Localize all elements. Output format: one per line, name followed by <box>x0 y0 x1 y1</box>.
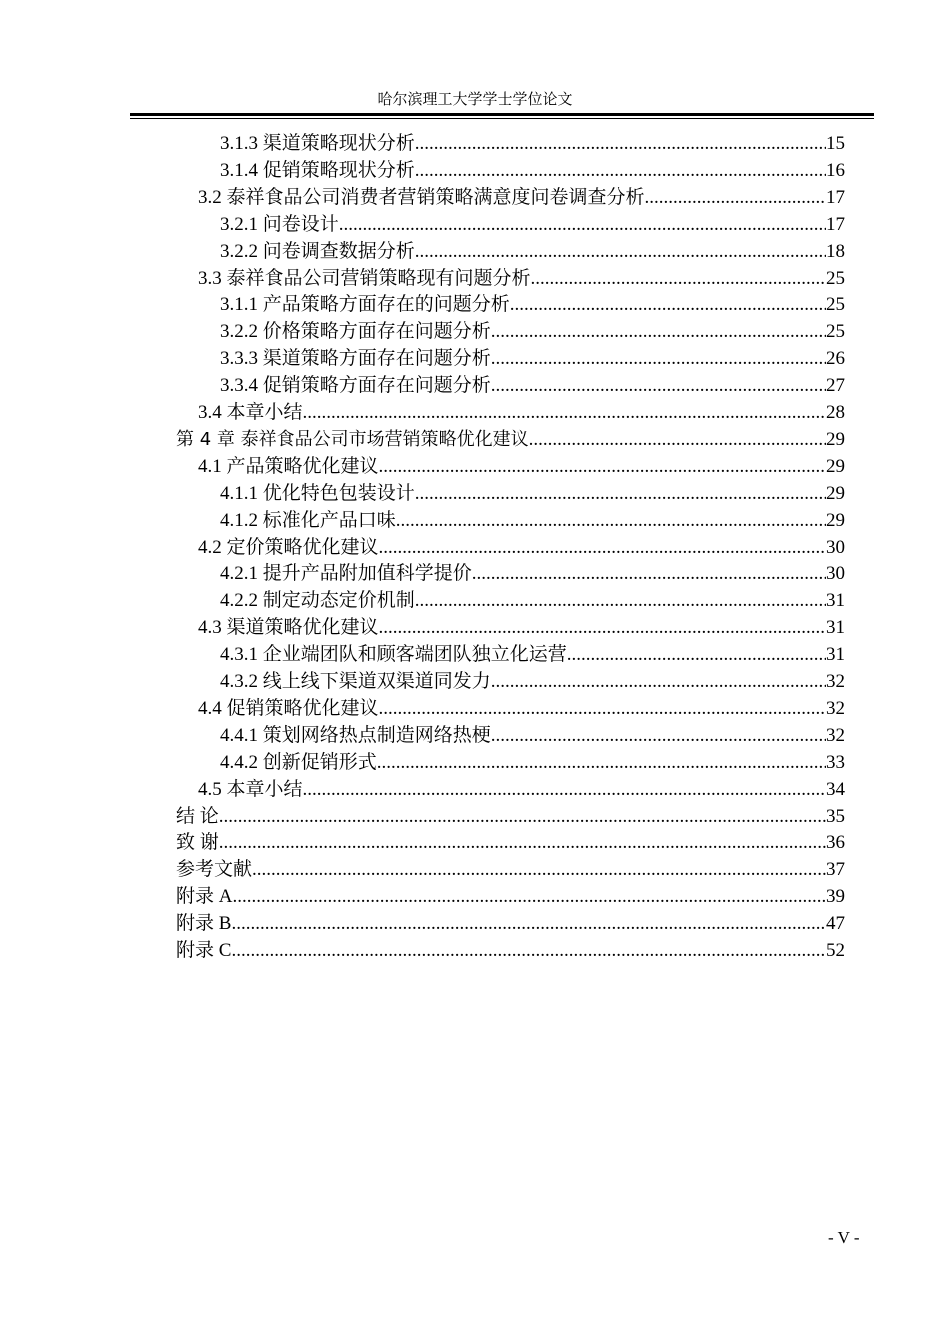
toc-entry[interactable] <box>176 938 845 964</box>
toc-dot-leader <box>415 131 826 157</box>
toc-entry-page: 26 <box>826 348 845 370</box>
toc-entry-page: 25 <box>826 321 845 343</box>
toc-entry[interactable] <box>198 266 845 292</box>
toc-entry-title: 3.2.2 问卷调查数据分析 <box>220 240 415 262</box>
toc-entry[interactable] <box>198 696 845 722</box>
toc-dot-leader <box>472 561 826 587</box>
toc-entry-page: 31 <box>826 644 845 666</box>
toc-dot-leader <box>491 723 826 749</box>
toc-dot-leader <box>491 346 826 372</box>
toc-entry-page: 17 <box>826 186 845 208</box>
toc-entry-title: 4.2 定价策略优化建议 <box>198 536 379 558</box>
toc-entry[interactable] <box>198 777 845 803</box>
toc-entry-title: 4.4.1 策划网络热点制造网络热梗 <box>220 724 491 746</box>
toc-dot-leader <box>491 319 826 345</box>
toc-entry[interactable] <box>220 319 845 345</box>
toc-entry-title: 4.4 促销策略优化建议 <box>198 697 379 719</box>
toc-entry[interactable] <box>176 884 845 910</box>
toc-entry-page: 36 <box>826 832 845 854</box>
toc-dot-leader <box>415 481 826 507</box>
toc-entry-title: 3.3.3 渠道策略方面存在问题分析 <box>220 348 491 370</box>
toc-entry-title: 致 谢 <box>176 832 219 854</box>
toc-dot-leader <box>303 400 826 426</box>
toc-entry-title: 3.3 泰祥食品公司营销策略现有问题分析 <box>198 267 531 289</box>
toc-entry-title: 3.3.4 促销策略方面存在问题分析 <box>220 375 491 397</box>
toc-entry[interactable] <box>176 830 845 856</box>
toc-entry[interactable] <box>220 131 845 157</box>
toc-entry[interactable] <box>220 373 845 399</box>
toc-dot-leader <box>529 427 826 453</box>
toc-dot-leader <box>415 588 826 614</box>
toc-entry-page: 32 <box>826 697 845 719</box>
toc-dot-leader <box>231 911 826 937</box>
toc-entry-title: 3.2.1 问卷设计 <box>220 213 339 235</box>
toc-entry-page: 17 <box>826 213 845 235</box>
toc-dot-leader <box>252 857 826 883</box>
toc-entry[interactable] <box>220 239 845 265</box>
toc-entry[interactable] <box>220 212 845 238</box>
toc-dot-leader <box>396 508 826 534</box>
toc-entry[interactable] <box>176 857 845 883</box>
header-rule-thin <box>130 118 874 119</box>
toc-entry-title: 4.3.2 线上线下渠道双渠道同发力 <box>220 671 491 692</box>
toc-entry-page: 32 <box>826 724 845 746</box>
header-rule-thick <box>130 113 874 116</box>
toc-entry[interactable] <box>220 561 845 587</box>
toc-entry[interactable] <box>198 185 845 211</box>
toc-dot-leader <box>415 239 826 265</box>
toc-entry-page: 39 <box>826 886 845 908</box>
toc-entry[interactable] <box>220 588 845 614</box>
toc-entry-title: 4.1 产品策略优化建议 <box>198 455 379 477</box>
toc-dot-leader <box>531 266 826 292</box>
toc-entry-title: 参考文献 <box>176 859 253 881</box>
toc-entry-page: 37 <box>826 859 845 881</box>
toc-dot-leader <box>232 884 826 910</box>
toc-entry-page: 30 <box>826 536 845 558</box>
toc-entry-page: 35 <box>826 805 845 827</box>
toc-entry-title: 3.1.4 促销策略现状分析 <box>220 159 415 181</box>
toc-entry-title: 4.3 渠道策略优化建议 <box>198 617 379 639</box>
toc-entry-title: 附录 C <box>176 940 232 961</box>
toc-entry-title: 4.3.1 企业端团队和顾客端团队独立化运营 <box>220 644 567 666</box>
toc-dot-leader <box>645 185 826 211</box>
toc-entry-title: 3.1.1 产品策略方面存在的问题分析 <box>220 294 510 316</box>
toc-entry-page: 29 <box>826 428 845 450</box>
toc-entry-page: 34 <box>826 778 845 800</box>
toc-entry[interactable] <box>198 454 845 480</box>
toc-dot-leader <box>415 158 826 184</box>
toc-dot-leader <box>339 212 826 238</box>
toc-dot-leader <box>379 696 826 722</box>
toc-entry[interactable] <box>220 750 845 776</box>
toc-entry[interactable] <box>176 427 845 453</box>
toc-entry-title: 3.4 本章小结 <box>198 402 303 423</box>
toc-dot-leader <box>219 804 826 830</box>
toc-dot-leader <box>491 669 826 695</box>
toc-entry-title: 3.2.2 价格策略方面存在问题分析 <box>220 321 491 343</box>
toc-entry-page: 15 <box>826 133 845 154</box>
toc-entry[interactable] <box>220 508 845 534</box>
toc-entry-page: 29 <box>826 509 845 531</box>
toc-entry-page: 18 <box>826 240 845 262</box>
toc-dot-leader <box>567 642 826 668</box>
toc-dot-leader <box>377 750 826 776</box>
toc-entry-title: 4.1.2 标准化产品口味 <box>220 509 396 531</box>
toc-dot-leader <box>510 292 826 318</box>
toc-entry-title: 3.1.3 渠道策略现状分析 <box>220 133 415 154</box>
toc-dot-leader <box>219 830 826 856</box>
toc-entry[interactable] <box>198 535 845 561</box>
toc-entry-page: 29 <box>826 482 845 504</box>
toc-entry[interactable] <box>220 642 845 668</box>
toc-entry-page: 16 <box>826 159 845 181</box>
toc-entry-title: 4.2.2 制定动态定价机制 <box>220 590 415 612</box>
toc-entry-title: 结 论 <box>176 805 219 827</box>
toc-entry-title: 4.4.2 创新促销形式 <box>220 751 377 773</box>
toc-dot-leader <box>491 373 826 399</box>
toc-entry[interactable] <box>176 804 845 830</box>
toc-entry-page: 29 <box>826 455 845 477</box>
toc-entry[interactable] <box>176 911 845 937</box>
toc-entry-page: 33 <box>826 751 845 773</box>
toc-entry-title: 3.2 泰祥食品公司消费者营销策略满意度问卷调查分析 <box>198 186 645 208</box>
toc-entry[interactable] <box>220 346 845 372</box>
toc-dot-leader <box>379 454 826 480</box>
toc-entry-page: 31 <box>826 617 845 639</box>
toc-entry[interactable] <box>220 158 845 184</box>
toc-dot-leader <box>379 615 826 641</box>
toc-entry-page: 27 <box>826 375 845 397</box>
toc-entry[interactable] <box>220 292 845 318</box>
toc-entry[interactable] <box>198 400 845 426</box>
toc-entry-title: 附录 A <box>176 886 233 908</box>
toc-entry[interactable] <box>220 669 845 695</box>
toc-entry-title: 4.5 本章小结 <box>198 778 303 800</box>
toc-entry-page: 31 <box>826 590 845 612</box>
toc-dot-leader <box>379 535 826 561</box>
toc-entry-page: 32 <box>826 671 845 692</box>
toc-entry-title: 4.1.1 优化特色包装设计 <box>220 482 415 504</box>
toc-entry-page: 25 <box>826 294 845 316</box>
toc-entry-page: 28 <box>826 402 845 423</box>
toc-dot-leader <box>303 777 826 803</box>
toc-entry-page: 30 <box>826 563 845 585</box>
toc-entry-page: 52 <box>826 940 845 961</box>
toc-entry-page: 25 <box>826 267 845 289</box>
toc-entry[interactable] <box>220 723 845 749</box>
toc-entry[interactable] <box>220 481 845 507</box>
toc-entry-page: 47 <box>826 913 845 935</box>
toc-entry-title: 第 4 章 泰祥食品公司市场营销策略优化建议 <box>176 428 529 450</box>
running-header: 哈尔滨理工大学学士学位论文 <box>377 92 573 108</box>
toc-dot-leader <box>231 938 826 964</box>
toc-entry-title: 4.2.1 提升产品附加值科学提价 <box>220 563 472 585</box>
page-number: - V - <box>828 1228 860 1247</box>
toc-entry-title: 附录 B <box>176 913 232 935</box>
toc-entry[interactable] <box>198 615 845 641</box>
